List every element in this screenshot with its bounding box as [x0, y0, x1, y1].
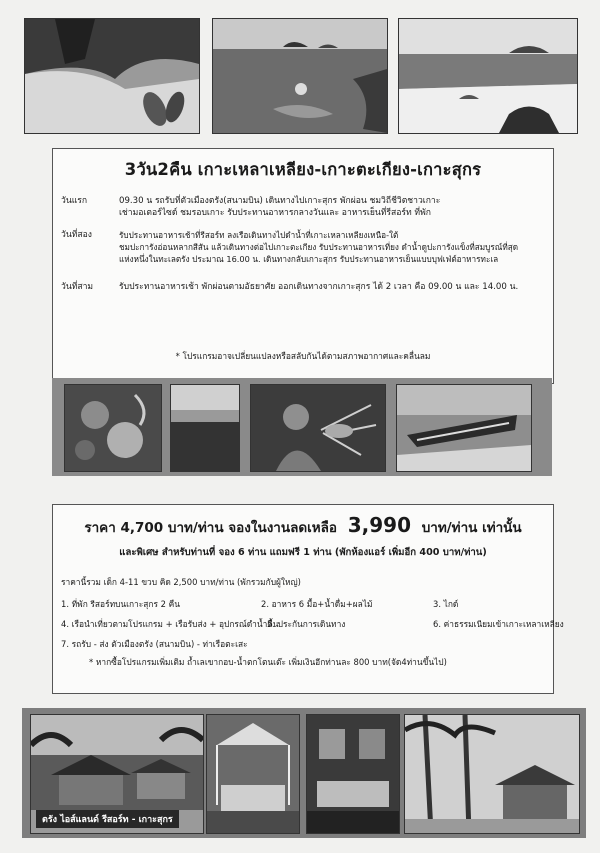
- pricing-box: [52, 504, 564, 694]
- include-item: 2. อาหาร 6 มื้อ+น้ำดื่ม+ผลไม้: [261, 599, 373, 609]
- coral-reef-photo: [64, 384, 162, 472]
- price-suffix: บาท/ท่าน เท่านั้น: [421, 520, 522, 536]
- day-line: เช่ามอเตอร์ไซด์ ชมรอบเกาะ รับประทานอาหารกลางวันและ อาหารเย็นที่รีสอร์ท ที่พัก: [119, 208, 431, 218]
- bedroom-photo: [206, 714, 300, 834]
- special-offer: และพิเศษ สำหรับท่านที่ จอง 6 ท่าน แถมฟรี 1 ท่าน (พักห้องแอร์ เพิ่มอีก 400 บาท/ท่าน): [119, 547, 487, 558]
- include-item: 3. ไกด์: [433, 599, 459, 609]
- day-line: รับประทานอาหารเช้าที่รีสอร์ท ลงเรือเดินทางไปดำน้ำที่เกาะเหลาเหลียงเหนือ-ใต้: [119, 230, 399, 240]
- longtail-boat-photo: [396, 384, 532, 472]
- rocky-shore-photo: [398, 18, 578, 134]
- cliff-beach-photo: [24, 18, 200, 134]
- include-item: 5. ประกันการเดินทาง: [267, 619, 346, 629]
- program-title: 3วัน2คืน เกาะเหลาเหลียง-เกาะตะเกียง-เกาะสุกร: [124, 160, 482, 179]
- price-headline: [53, 513, 553, 538]
- day-label: วันแรก: [61, 196, 88, 206]
- day-1: [61, 195, 551, 221]
- palm-hut-photo: [404, 714, 580, 834]
- child-price-note: ราคานี้รวม เด็ก 4-11 ขวบ คิด 2,500 บาท/ท่าน (พักรวมกับผู้ใหญ่): [61, 577, 301, 587]
- day-label: วันที่สาม: [61, 282, 94, 292]
- program-note: * โปรแกรมอาจเปลี่ยนแปลงหรือสลับกันได้ตามสภาพอากาศและคลื่นลม: [175, 351, 431, 361]
- day-2: [61, 229, 551, 267]
- day-label: วันที่สอง: [61, 230, 92, 240]
- day-line: ชมปะการังอ่อนหลากสีสัน แล้วเดินทางต่อไปเกาะตะเกียง รับประทานอาหารเที่ยง ดำน้ำดูปะการังแข็งที่สมบูรณ์ที่สุด: [119, 242, 519, 252]
- island-view-photo: [170, 384, 240, 472]
- snorkel-sea-photo: [212, 18, 388, 134]
- day-3: [61, 281, 551, 295]
- resort-caption: ตรัง ไอส์แลนด์ รีสอร์ท - เกาะสุกร: [36, 810, 179, 828]
- extra-program-note: * หากซื้อโปรแกรมเพิ่มเติม ถ้ำเลเขากอบ-น้ำตกโตนเต๊ะ เพิ่มเงินอีกท่านละ 800 บาท(จัด4ท่านขึ้นไป): [89, 657, 447, 667]
- include-item: 7. รถรับ - ส่ง ตัวเมืองตรัง (สนามบิน) - ท่าเรือตะเสะ: [61, 639, 248, 649]
- include-item: 6. ค่าธรรมเนียมเข้าเกาะเหลาเหลียง: [433, 619, 564, 629]
- boy-with-lobster-photo: [250, 384, 386, 472]
- price-prefix: ราคา 4,700 บาท/ท่าน จองในงานลดเหลือ: [84, 520, 338, 536]
- price-big: 3,990: [347, 513, 411, 537]
- day-line: รับประทานอาหารเช้า พักผ่อนตามอัธยาศัย ออกเดินทางจากเกาะสุกร ได้ 2 เวลา คือ 09.00 น และ 14.00 น.: [119, 282, 519, 292]
- day-line: แห่งหนึ่งในทะเลตรัง ประมาณ 16.00 น. เดินทางกลับเกาะสุกร รับประทานอาหารเย็นแบบบุฟเฟ่ต์อาหารทะเล: [119, 254, 499, 264]
- day-line: 09.30 น รถรับที่ตัวเมืองตรัง(สนามบิน) เดินทางไปเกาะสุกร พักผ่อน ชมวิถีชีวิตชาวเกาะ: [119, 196, 441, 206]
- include-item: 1. ที่พัก รีสอร์ทบนเกาะสุกร 2 คืน: [61, 599, 180, 609]
- program-box: [52, 148, 554, 384]
- include-item: 4. เรือนำเที่ยวตามโปรแกรม + เรือรับส่ง + อุปกรณ์ดำน้ำตื้น: [61, 619, 279, 629]
- room-interior-photo: [306, 714, 400, 834]
